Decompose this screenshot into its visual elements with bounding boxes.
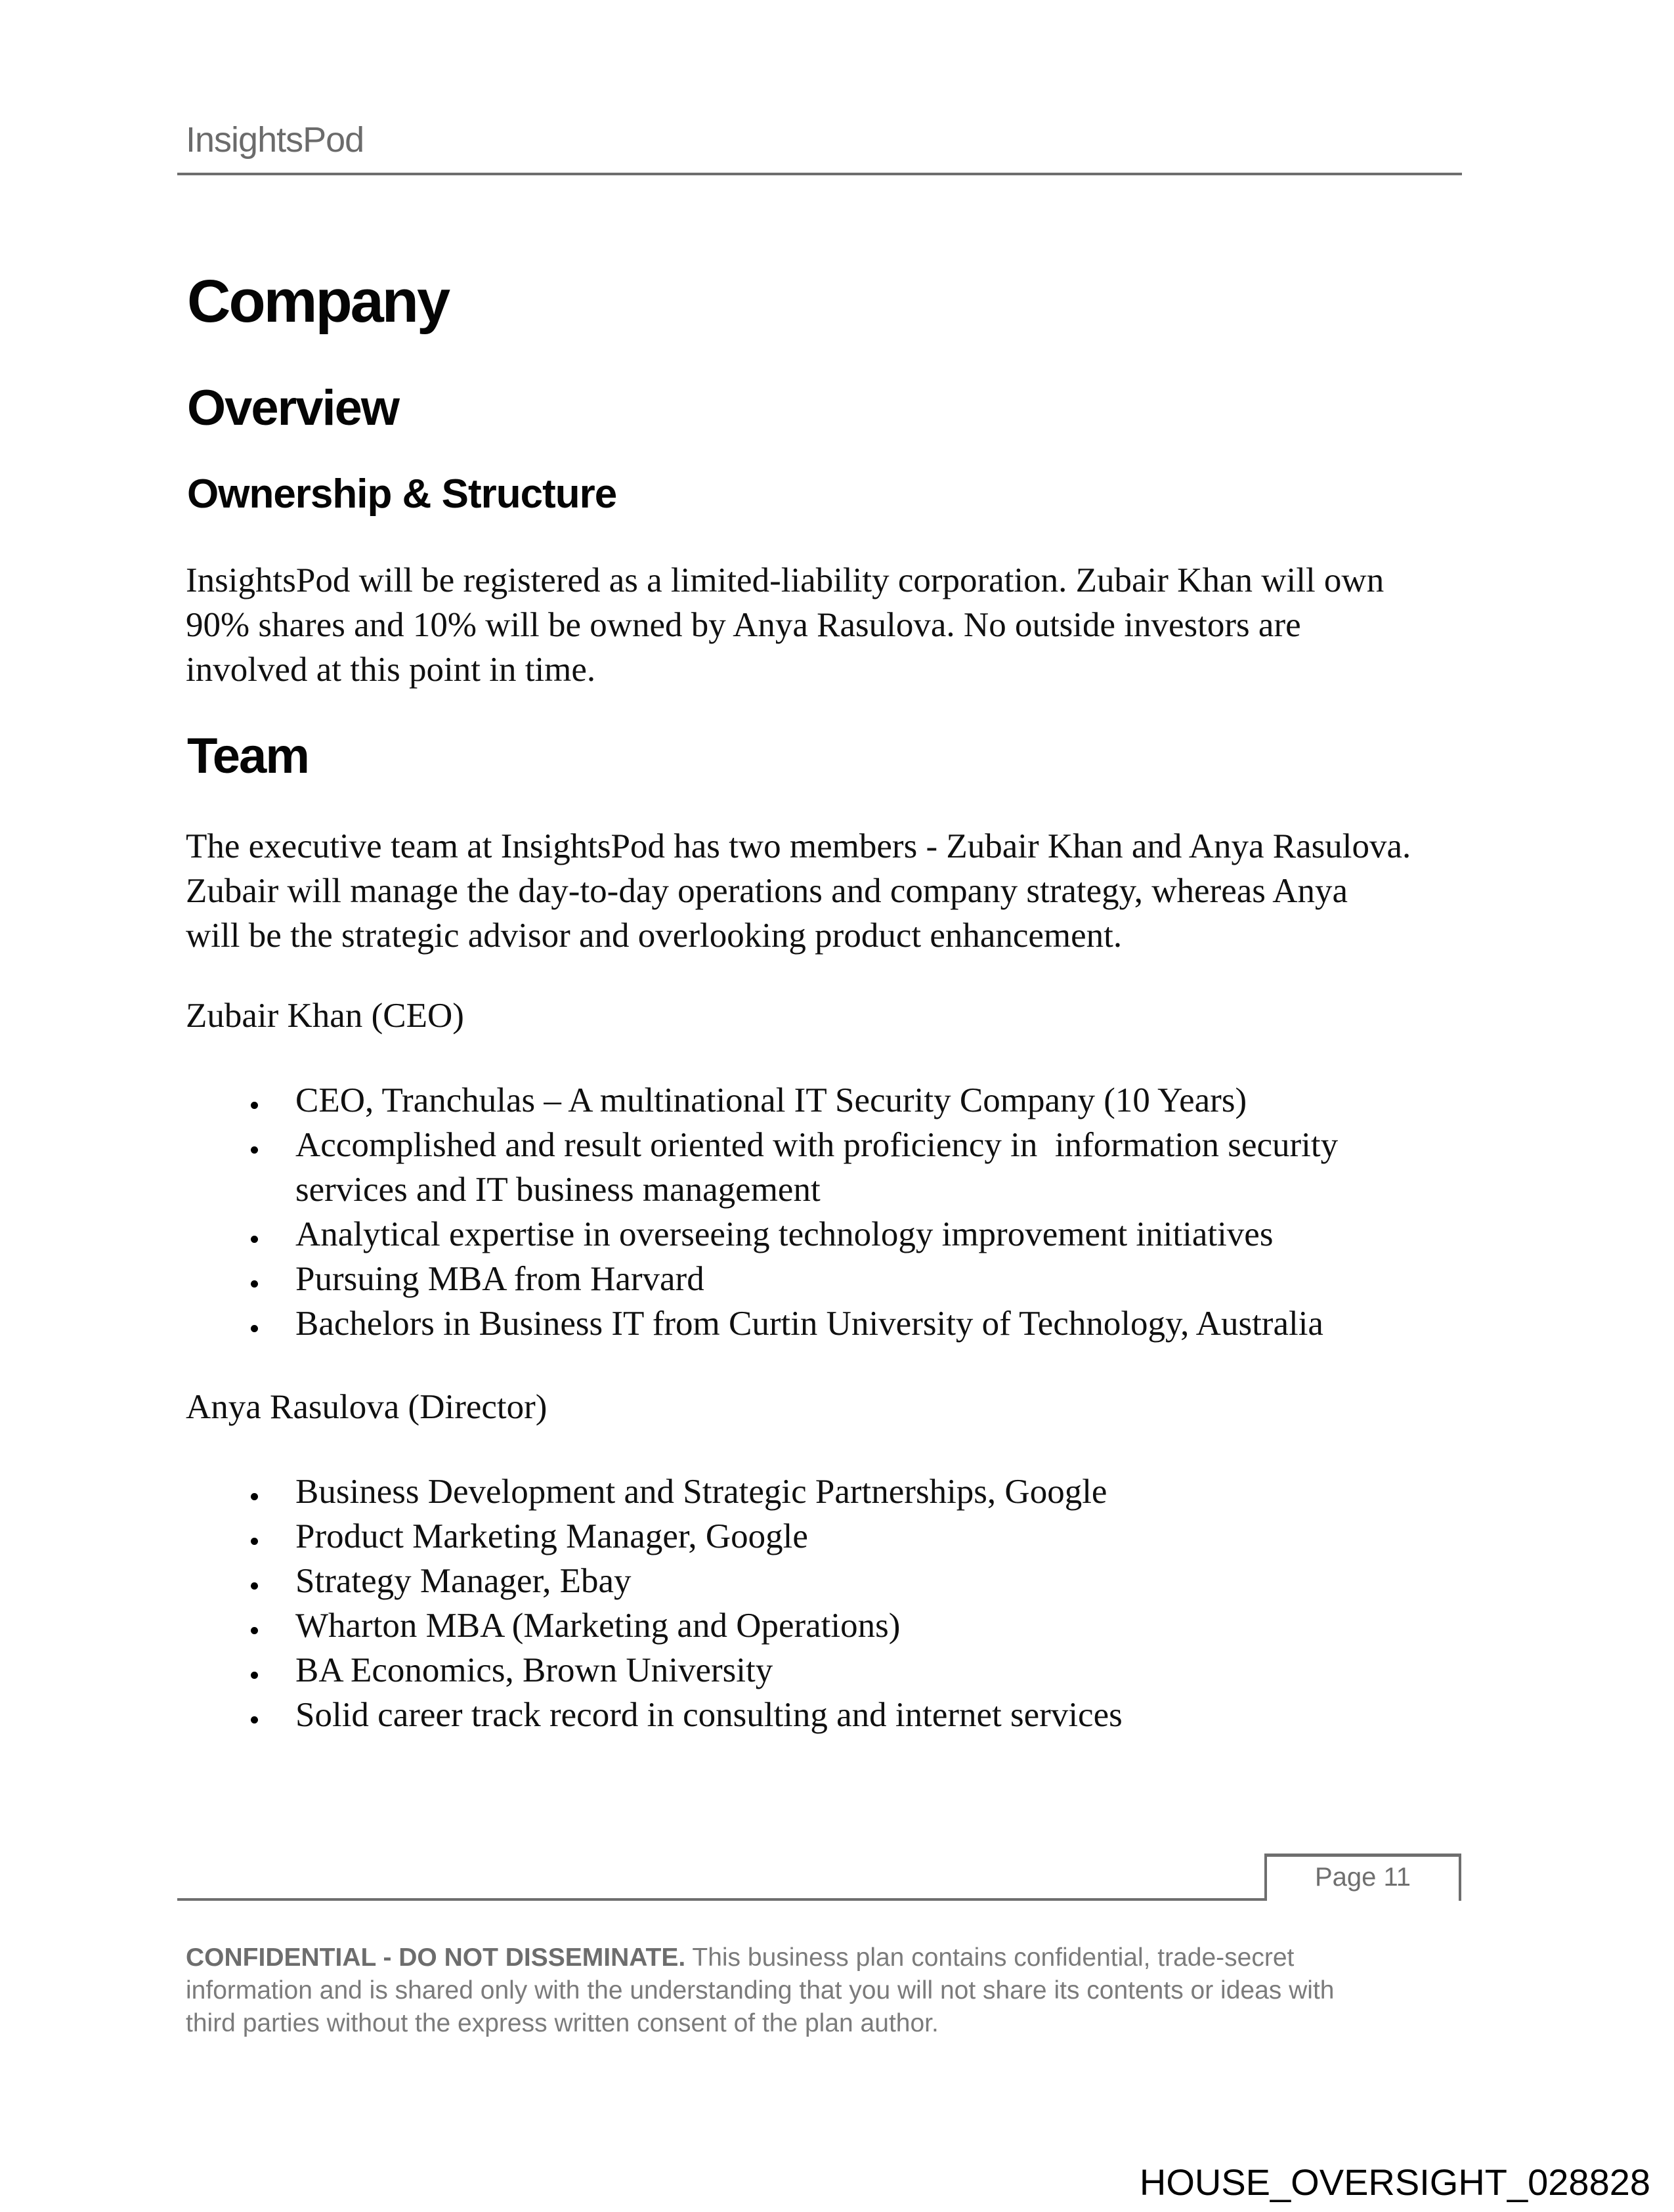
document-id-watermark: HOUSE_OVERSIGHT_028828 — [1139, 2161, 1650, 2203]
member-name-anya: Anya Rasulova (Director) — [186, 1388, 547, 1426]
paragraph-ownership — [186, 558, 1384, 692]
bullet-icon — [251, 1493, 258, 1500]
bullet-item — [186, 1559, 1472, 1603]
header-brand: InsightsPod — [186, 120, 364, 160]
bullet-item — [186, 1693, 1472, 1737]
text-line: Business Development and Strategic Partnerships, Google — [295, 1473, 1107, 1511]
text-line: InsightsPod will be registered as a limited-liability corporation. Zubair Khan will own — [186, 561, 1384, 599]
bullet-item — [186, 1212, 1472, 1257]
bullet-icon — [251, 1582, 258, 1590]
bullet-item — [186, 1301, 1472, 1346]
bullet-item — [186, 1078, 1472, 1123]
header-divider — [177, 173, 1462, 175]
confidential-continued — [186, 1974, 1545, 2040]
footer-divider — [177, 1898, 1264, 1901]
page-number-box — [1264, 1854, 1461, 1901]
bullet-icon — [251, 1627, 258, 1634]
heading-team: Team — [187, 728, 309, 784]
bullet-item — [186, 1603, 1472, 1648]
bullet-icon — [251, 1146, 258, 1154]
text-line: Accomplished and result oriented with proficiency in information security — [295, 1126, 1339, 1164]
text-line: BA Economics, Brown University — [295, 1651, 773, 1689]
bullet-list-zubair — [186, 1078, 1472, 1346]
confidential-rest: This business plan contains confidential, trade-secret — [685, 1943, 1295, 1972]
text-line: Wharton MBA (Marketing and Operations) — [295, 1607, 901, 1645]
bullet-item — [186, 1469, 1472, 1514]
confidential-notice — [186, 1941, 1545, 2040]
text-line: CEO, Tranchulas – A multinational IT Security Company (10 Years) — [295, 1081, 1247, 1119]
text-line — [186, 1941, 1545, 1974]
bullet-icon — [251, 1280, 258, 1288]
bullet-icon — [251, 1538, 258, 1545]
text-line: Solid career track record in consulting and internet services — [295, 1696, 1123, 1734]
bullet-icon — [251, 1716, 258, 1724]
text-line: involved at this point in time. — [186, 651, 596, 689]
bullet-item — [186, 1514, 1472, 1559]
text-line: will be the strategic advisor and overlooking product enhancement. — [186, 917, 1123, 955]
bullet-item — [186, 1123, 1472, 1212]
page-number: Page 11 — [1314, 1863, 1411, 1892]
text-line: 90% shares and 10% will be owned by Anya Rasulova. No outside investors are — [186, 606, 1301, 644]
text-line: Bachelors in Business IT from Curtin University of Technology, Australia — [295, 1305, 1323, 1343]
text-line: Product Marketing Manager, Google — [295, 1517, 808, 1555]
bullet-item — [186, 1648, 1472, 1693]
heading-ownership-structure: Ownership & Structure — [187, 471, 617, 517]
bullet-item — [186, 1257, 1472, 1301]
paragraph-team — [186, 824, 1411, 958]
bullet-icon — [251, 1325, 258, 1332]
text-line: information and is shared only with the understanding that you will not share its contents or ideas with — [186, 1976, 1335, 2005]
bullet-list-anya — [186, 1469, 1472, 1737]
text-line: services and IT business management — [295, 1171, 821, 1209]
text-line: Pursuing MBA from Harvard — [295, 1260, 704, 1298]
text-line: The executive team at InsightsPod has two members - Zubair Khan and Anya Rasulova. — [186, 827, 1411, 865]
confidential-lead: CONFIDENTIAL - DO NOT DISSEMINATE. — [186, 1943, 686, 1972]
text-line: third parties without the express written consent of the plan author. — [186, 2009, 939, 2037]
bullet-icon — [251, 1102, 258, 1109]
text-line: Analytical expertise in overseeing technology improvement initiatives — [295, 1215, 1274, 1253]
heading-overview: Overview — [187, 380, 398, 436]
page-title: Company — [187, 268, 449, 335]
text-line: Strategy Manager, Ebay — [295, 1562, 632, 1600]
bullet-icon — [251, 1672, 258, 1679]
member-name-zubair: Zubair Khan (CEO) — [186, 997, 464, 1035]
text-line: Zubair will manage the day-to-day operations and company strategy, whereas Anya — [186, 872, 1348, 910]
bullet-icon — [251, 1236, 258, 1243]
